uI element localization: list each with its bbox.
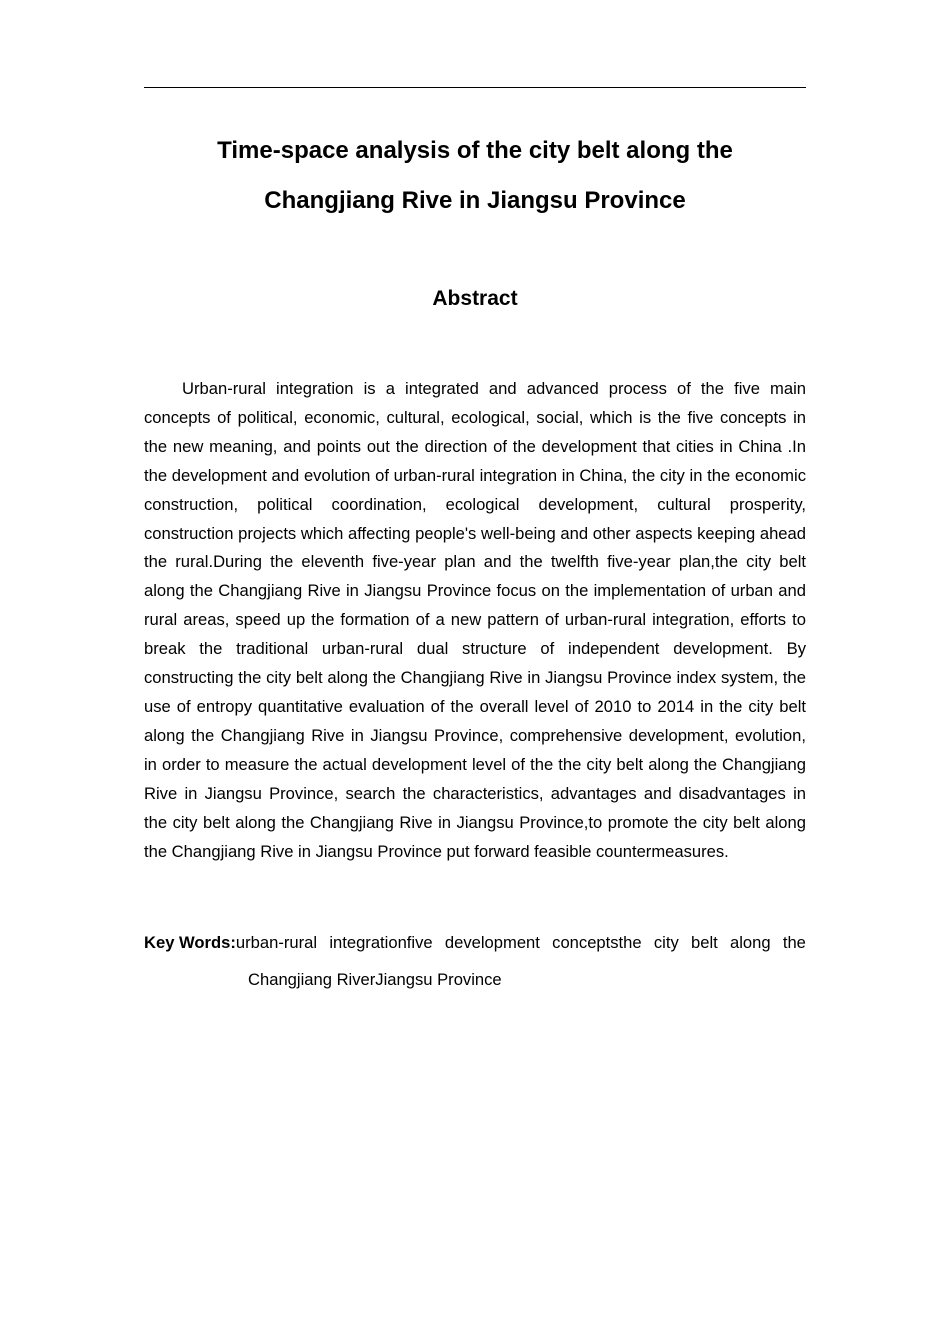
keyword-word: city [653,933,679,952]
keyword-word: along [729,933,771,952]
keyword-word: integrationfive [329,933,433,952]
header-rule [144,87,806,88]
paper-title [144,126,806,226]
keyword-word: urban-rural [235,933,318,952]
title-line-1: Time-space analysis of the city belt along the [217,137,733,164]
keyword-word: development [444,933,540,952]
keyword-word: the [782,933,806,952]
keywords-label: Key Words: [144,933,236,952]
keyword-word: belt [690,933,718,952]
abstract-body: Urban-rural integration is a integrated and advanced process of the five main concepts of political, economic, cultural, ecological, social, which is the five concepts in the new meaning, and points out the direction of the development that cities in China .In the development and evolution of urban-rural integration in China, the city in the economic construction, political coordination, ecological development, cultural prosperity, construction projects which affecting people's well-being and other aspects keeping ahead the rural.During the eleventh five-year plan and the twelfth five-year plan,the city belt along the Changjiang Rive in Jiangsu Province focus on the implementation of urban and rural areas, speed up the formation of a new pattern of urban-rural integration, efforts to break the traditional urban-rural dual structure of independent development. By constructing the city belt along the Changjiang Rive in Jiangsu Province index system, the use of entropy quantitative evaluation of the overall level of 2010 to 2014 in the city belt along the Changjiang Rive in Jiangsu Province, comprehensive development, evolution, in order to measure the actual development level of the the city belt along the Changjiang Rive in Jiangsu Province, search the characteristics, advantages and disadvantages in the city belt along the Changjiang Rive in Jiangsu Province,to promote the city belt along the Changjiang Rive in Jiangsu Province put forward feasible countermeasures. [144,379,806,861]
keywords-section [144,924,806,998]
keywords-row-2: Changjiang RiverJiangsu Province [248,970,502,989]
keyword-word: conceptsthe [552,933,642,952]
keywords-first-token [144,924,317,961]
keywords-row-1 [144,924,806,961]
abstract-heading: Abstract [432,287,518,310]
title-line-2: Changjiang Rive in Jiangsu Province [264,187,686,214]
